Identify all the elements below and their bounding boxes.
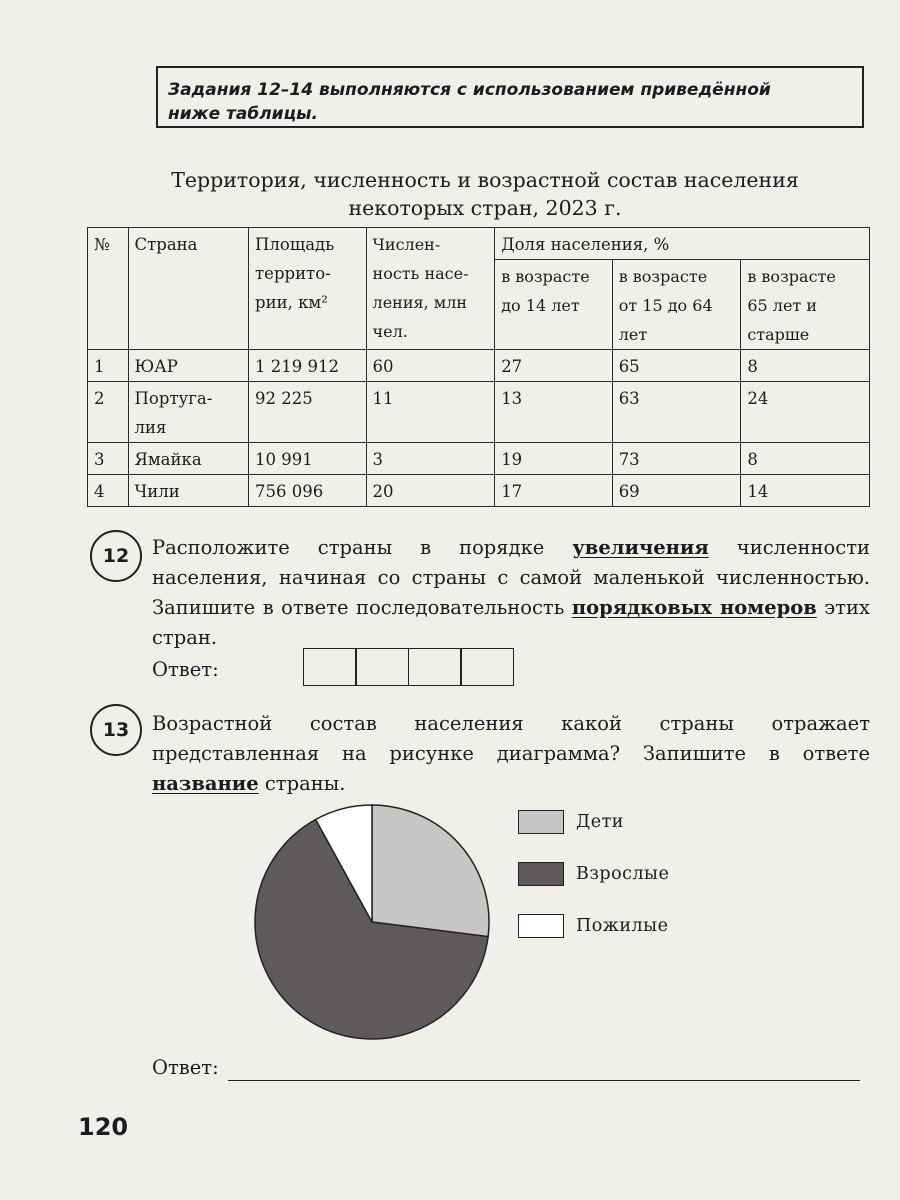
header-age-line: в возрасте (747, 267, 836, 286)
instruction-box (156, 66, 864, 128)
cell-age-0-14: 19 (495, 443, 613, 475)
cell-age-0-14: 17 (495, 475, 613, 507)
answer-cell[interactable] (460, 648, 514, 686)
cell-country: ЮАР (128, 350, 249, 382)
task-number-badge: 12 (90, 530, 142, 582)
legend-swatch (518, 810, 564, 834)
header-age-line: от 15 до 64 (618, 296, 713, 315)
answer-line-13[interactable] (228, 1080, 860, 1081)
header-num: № (88, 228, 129, 350)
table-title-line-1: Территория, численность и возрастной состав населения (171, 168, 799, 192)
header-age-line: старше (747, 325, 810, 344)
header-country: Страна (128, 228, 249, 350)
header-share: Доля населения, % (495, 228, 870, 260)
header-population (366, 228, 495, 350)
task-text-emphasis: порядковых номеров (571, 596, 817, 619)
table-header-row (88, 228, 870, 260)
header-area-line: террито- (255, 264, 331, 283)
instruction-line-1: Задания 12–14 выполняются с использованием приведённой (168, 80, 771, 100)
task-12 (90, 528, 870, 668)
task-13 (90, 704, 870, 804)
cell-country-line: лия (134, 418, 167, 437)
answer-label-12: Ответ: (152, 658, 219, 681)
cell-num: 4 (88, 475, 129, 507)
answer-label-13: Ответ: (152, 1056, 219, 1079)
header-age-65 (741, 260, 870, 350)
cell-age-15-64: 63 (612, 382, 741, 443)
table-title-line-2: некоторых стран, 2023 г. (348, 196, 622, 220)
cell-age-65: 8 (741, 350, 870, 382)
header-age-15-64 (612, 260, 741, 350)
table-row (88, 443, 870, 475)
cell-age-65: 8 (741, 443, 870, 475)
cell-country: Ямайка (128, 443, 249, 475)
task-text-emphasis: название (152, 772, 259, 795)
table-title (90, 166, 880, 222)
task-text-part: страны. (258, 772, 346, 795)
cell-population: 60 (366, 350, 495, 382)
cell-age-0-14: 13 (495, 382, 613, 443)
cell-num: 2 (88, 382, 129, 443)
task-text-emphasis: увеличения (572, 536, 709, 559)
header-age-line: лет (618, 325, 648, 344)
cell-population: 20 (366, 475, 495, 507)
header-population-line: ность насе- (372, 264, 469, 283)
cell-num: 1 (88, 350, 129, 382)
header-population-line: Числен- (372, 235, 441, 254)
cell-age-15-64: 69 (612, 475, 741, 507)
header-area-line: Площадь (255, 235, 335, 254)
age-structure-pie-chart (252, 802, 492, 1042)
instruction-line-2: ниже таблицы. (168, 104, 319, 124)
header-area (249, 228, 367, 350)
legend-item (518, 914, 668, 938)
cell-age-65: 14 (741, 475, 870, 507)
cell-area: 1 219 912 (249, 350, 367, 382)
legend-item (518, 862, 669, 886)
table-row (88, 350, 870, 382)
task-text-part: численности населения, начиная со страны с самой маленькой численностью. Запишите в ответе последовательность (152, 536, 870, 619)
cell-area: 92 225 (249, 382, 367, 443)
header-age-line: до 14 лет (501, 296, 580, 315)
task-text-part: Возрастной состав населения какой страны отражает представленная на рисунке диаграмма? Запишите в ответе (152, 712, 870, 765)
cell-country: Чили (128, 475, 249, 507)
page-number: 120 (78, 1113, 129, 1141)
cell-age-15-64: 73 (612, 443, 741, 475)
cell-population: 11 (366, 382, 495, 443)
legend-label: Взрослые (576, 864, 670, 884)
cell-age-0-14: 27 (495, 350, 613, 382)
header-age-line: в возрасте (501, 267, 590, 286)
table-row (88, 475, 870, 507)
pie-slice-1 (372, 805, 489, 937)
population-table (87, 227, 870, 507)
header-age-line: в возрасте (618, 267, 708, 286)
answer-cell[interactable] (355, 648, 409, 686)
answer-cell[interactable] (408, 648, 462, 686)
header-population-line: чел. (372, 322, 408, 341)
task-13-text (152, 709, 870, 799)
cell-country-line: Португа- (134, 389, 213, 408)
header-population-line: ления, млн (372, 293, 468, 312)
cell-country (128, 382, 249, 443)
header-age-line: 65 лет и (747, 296, 818, 315)
cell-area: 10 991 (249, 443, 367, 475)
legend-item (518, 810, 624, 834)
task-12-text (152, 533, 870, 653)
legend-swatch (518, 914, 564, 938)
task-number-badge: 13 (90, 704, 142, 756)
task-text-part: Расположите страны в порядке (152, 536, 573, 559)
answer-cells-12 (304, 648, 514, 686)
cell-age-15-64: 65 (612, 350, 741, 382)
cell-population: 3 (366, 443, 495, 475)
legend-label: Пожилые (576, 916, 669, 936)
header-area-line: рии, км² (255, 293, 328, 312)
table-row (88, 382, 870, 443)
cell-age-65: 24 (741, 382, 870, 443)
cell-num: 3 (88, 443, 129, 475)
legend-label: Дети (576, 812, 624, 832)
cell-area: 756 096 (249, 475, 367, 507)
legend-swatch (518, 862, 564, 886)
task-text-part: этих стран. (152, 596, 871, 649)
header-age-0-14 (495, 260, 613, 350)
answer-cell[interactable] (303, 648, 357, 686)
